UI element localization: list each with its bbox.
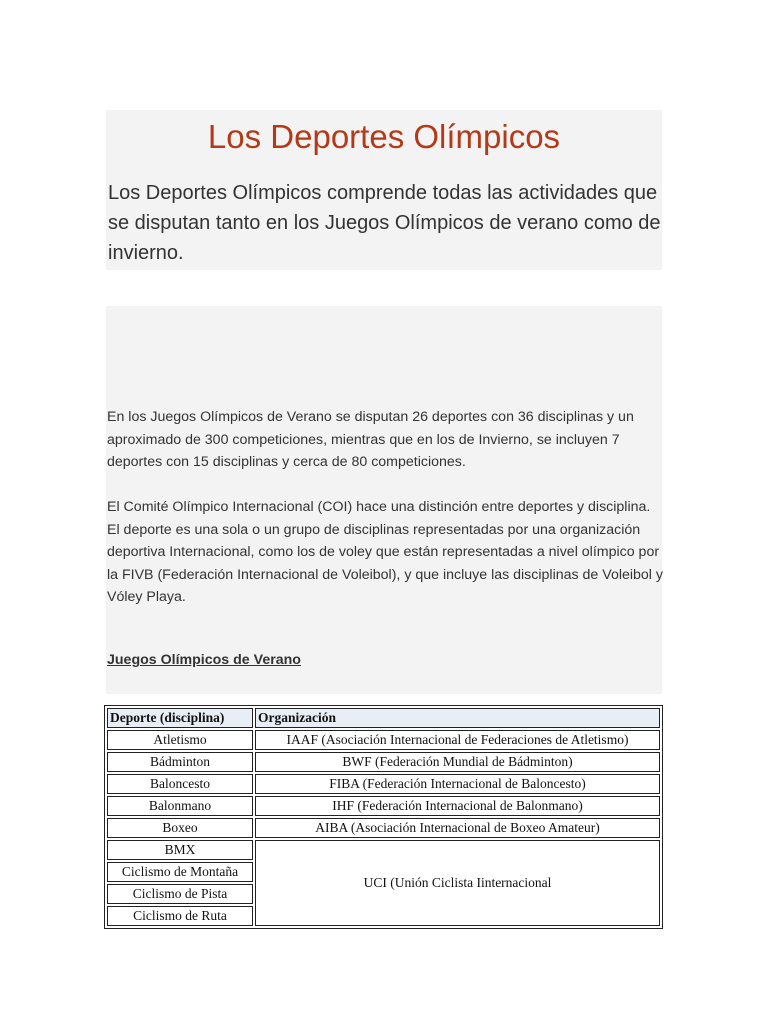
table-row [107, 818, 660, 838]
sport-cell: Ciclismo de Pista [107, 884, 253, 904]
organization-cell: BWF (Federación Mundial de Bádminton) [255, 752, 660, 772]
table-row [107, 730, 660, 750]
header-sport: Deporte (disciplina) [107, 708, 253, 728]
header-section [106, 110, 662, 270]
intro-text: Los Deportes Olímpicos comprende todas las actividades que se disputan tanto en los Juegos Olímpicos de verano como de invierno. [108, 182, 661, 264]
sports-table [104, 705, 663, 929]
organization-cell: UCI (Unión Ciclista Iinternacional [255, 840, 660, 926]
sport-cell: Balonmano [107, 796, 253, 816]
sport-cell: Bádminton [107, 752, 253, 772]
paragraph-coi: El Comité Olímpico Internacional (COI) hace una distinción entre deportes y disciplina. El deporte es una sola o un grupo de disciplinas representadas por una organización deportiva Internacional, como los de voley que están representadas a nivel olímpico por la FIVB (Federación Internacional de Voleibol), y que incluye las disciplinas de Voleibol y Vóley Playa. [107, 499, 663, 605]
organization-cell: IHF (Federación Internacional de Balonmano) [255, 796, 660, 816]
table-row [107, 752, 660, 772]
summer-games-link[interactable]: Juegos Olímpicos de Verano [107, 652, 301, 668]
table-row [107, 796, 660, 816]
table-header-row [107, 708, 660, 728]
table-row [107, 774, 660, 794]
organization-cell: AIBA (Asociación Internacional de Boxeo Amateur) [255, 818, 660, 838]
organization-cell: FIBA (Federación Internacional de Baloncesto) [255, 774, 660, 794]
sport-cell: Ciclismo de Ruta [107, 906, 253, 926]
page-title: Los Deportes Olímpicos [207, 118, 561, 155]
content-section [106, 306, 662, 694]
table-row [107, 840, 660, 860]
sport-cell: Boxeo [107, 818, 253, 838]
sport-cell: Ciclismo de Montaña [107, 862, 253, 882]
sport-cell: Atletismo [107, 730, 253, 750]
sport-cell: BMX [107, 840, 253, 860]
sport-cell: Baloncesto [107, 774, 253, 794]
header-organization: Organización [255, 708, 660, 728]
organization-cell: IAAF (Asociación Internacional de Federaciones de Atletismo) [255, 730, 660, 750]
paragraph-summer-winter: En los Juegos Olímpicos de Verano se disputan 26 deportes con 36 disciplinas y un aproximado de 300 competiciones, mientras que en los de Invierno, se incluyen 7 deportes con 15 disciplinas y cerca de 80 competiciones. [107, 409, 634, 470]
